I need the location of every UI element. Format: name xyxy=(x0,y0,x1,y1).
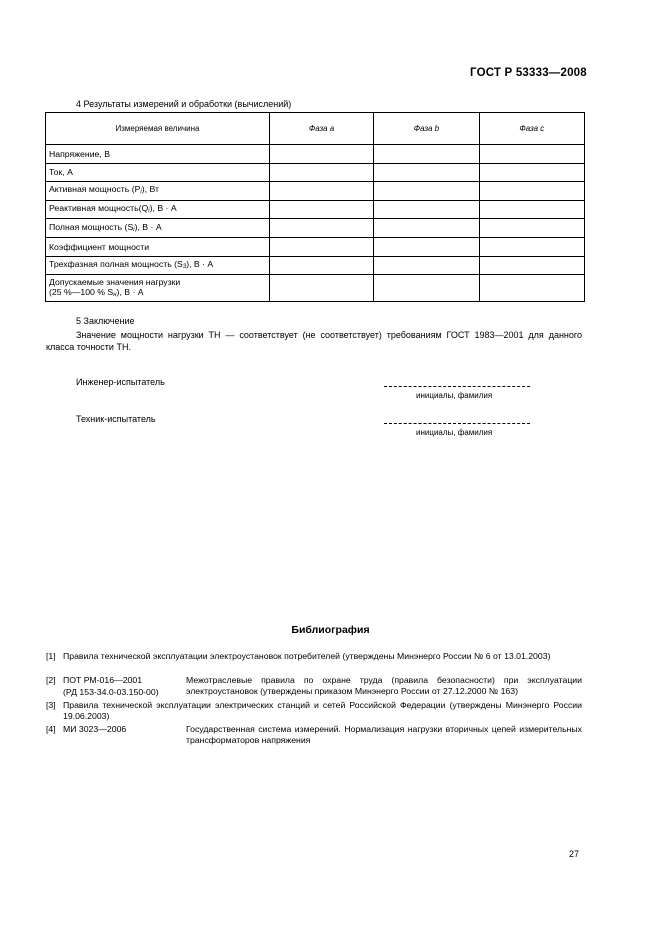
bib-code-secondary: (РД 153-34.0-03.150-00) xyxy=(63,687,159,697)
row-label-allowed-load: Допускаемые значения нагрузки (25 %—100 % $S_н$), В · А xyxy=(46,275,270,302)
cell-phase-c xyxy=(479,275,584,302)
technician-signature-caption: инициалы, фамилия xyxy=(416,428,493,437)
page-number: 27 xyxy=(569,849,580,859)
cell-phase-c xyxy=(479,145,584,164)
row-label-voltage: Напряжение, В xyxy=(46,145,270,164)
engineer-label: Инженер-испытатель xyxy=(76,377,165,387)
table-row xyxy=(46,219,585,238)
row-label-three-phase-power: Трехфазная полная мощность $(S_3)$, В · А xyxy=(46,256,270,275)
cell-phase-c xyxy=(479,182,584,201)
table-row xyxy=(46,145,585,164)
cell-phase-c xyxy=(479,163,584,182)
cell-phase-b xyxy=(374,237,479,256)
results-section-title: 4 Результаты измерений и обработки (вычислений) xyxy=(76,99,292,109)
bib-code: МИ 3023—2006 xyxy=(63,724,127,734)
cell-phase-b xyxy=(374,200,479,219)
cell-phase-a xyxy=(269,145,373,164)
bib-number: [2] xyxy=(46,675,56,685)
cell-phase-a xyxy=(269,163,373,182)
row-label-reactive-power: Реактивная $мощность(Q_i)$, В · А xyxy=(46,200,270,219)
cell-phase-b xyxy=(374,182,479,201)
cell-phase-b xyxy=(374,256,479,275)
cell-phase-a xyxy=(269,237,373,256)
bib-text: Межотраслевые правила по охране труда (правила безопасности) при эксплуатации электроустановок (утверждены приказом Минэнерго России от 27.12.2000 № 163) xyxy=(186,675,582,696)
bib-text: Правила технической эксплуатации электрических станций и сетей Российской Федерации (утверждены Минэнерго России 19.06.2003) xyxy=(63,700,582,721)
conclusion-title: 5 Заключение xyxy=(76,316,135,326)
cell-phase-a xyxy=(269,275,373,302)
table-row xyxy=(46,237,585,256)
table-row xyxy=(46,163,585,182)
row-label-current: Ток, А xyxy=(46,163,270,182)
table-row xyxy=(46,275,585,302)
column-header-quantity: Измеряемая величина xyxy=(46,113,270,145)
cell-phase-b xyxy=(374,163,479,182)
bib-number: [4] xyxy=(46,724,56,734)
bib-number: [3] xyxy=(46,700,56,710)
table-row xyxy=(46,200,585,219)
bib-number: [1] xyxy=(46,651,56,661)
column-header-phase-a: Фаза a xyxy=(269,113,373,145)
column-header-phase-b: Фаза b xyxy=(374,113,479,145)
row-label-power-factor: Коэффициент мощности xyxy=(46,237,270,256)
row-label-active-power: Активная мощность $(P_i)$, Вт xyxy=(46,182,270,201)
table-row xyxy=(46,182,585,201)
engineer-signature-caption: инициалы, фамилия xyxy=(416,391,493,400)
cell-phase-a xyxy=(269,256,373,275)
cell-phase-c xyxy=(479,200,584,219)
standard-number: ГОСТ Р 53333—2008 xyxy=(470,67,587,79)
bib-text: Правила технической эксплуатации электроустановок потребителей (утверждены Минэнерго России № 6 от 13.01.2003) xyxy=(63,651,551,661)
results-table xyxy=(45,112,585,302)
bib-text: Государственная система измерений. Нормализация нагрузки вторичных цепей измерительных трансформаторов напряжения xyxy=(186,724,582,745)
cell-phase-c xyxy=(479,219,584,238)
bibliography-title: Библиография xyxy=(291,624,370,636)
technician-signature-line xyxy=(384,423,530,424)
engineer-signature-line xyxy=(384,386,530,387)
cell-phase-a xyxy=(269,182,373,201)
table-header-row xyxy=(46,113,585,145)
cell-phase-c xyxy=(479,256,584,275)
bib-code: ПОТ РМ-016—2001 xyxy=(63,675,143,685)
row-label-apparent-power: Полная мощность $(S_i)$, В · А xyxy=(46,219,270,238)
cell-phase-a xyxy=(269,200,373,219)
cell-phase-b xyxy=(374,219,479,238)
cell-phase-c xyxy=(479,237,584,256)
cell-phase-b xyxy=(374,145,479,164)
cell-phase-b xyxy=(374,275,479,302)
conclusion-text: Значение мощности нагрузки ТН — соответствует (не соответствует) требованиям ГОСТ 1983—2001 для данного класса точности ТН. xyxy=(46,330,582,352)
table-row xyxy=(46,256,585,275)
column-header-phase-c: Фаза c xyxy=(479,113,584,145)
technician-label: Техник-испытатель xyxy=(76,414,156,424)
cell-phase-a xyxy=(269,219,373,238)
